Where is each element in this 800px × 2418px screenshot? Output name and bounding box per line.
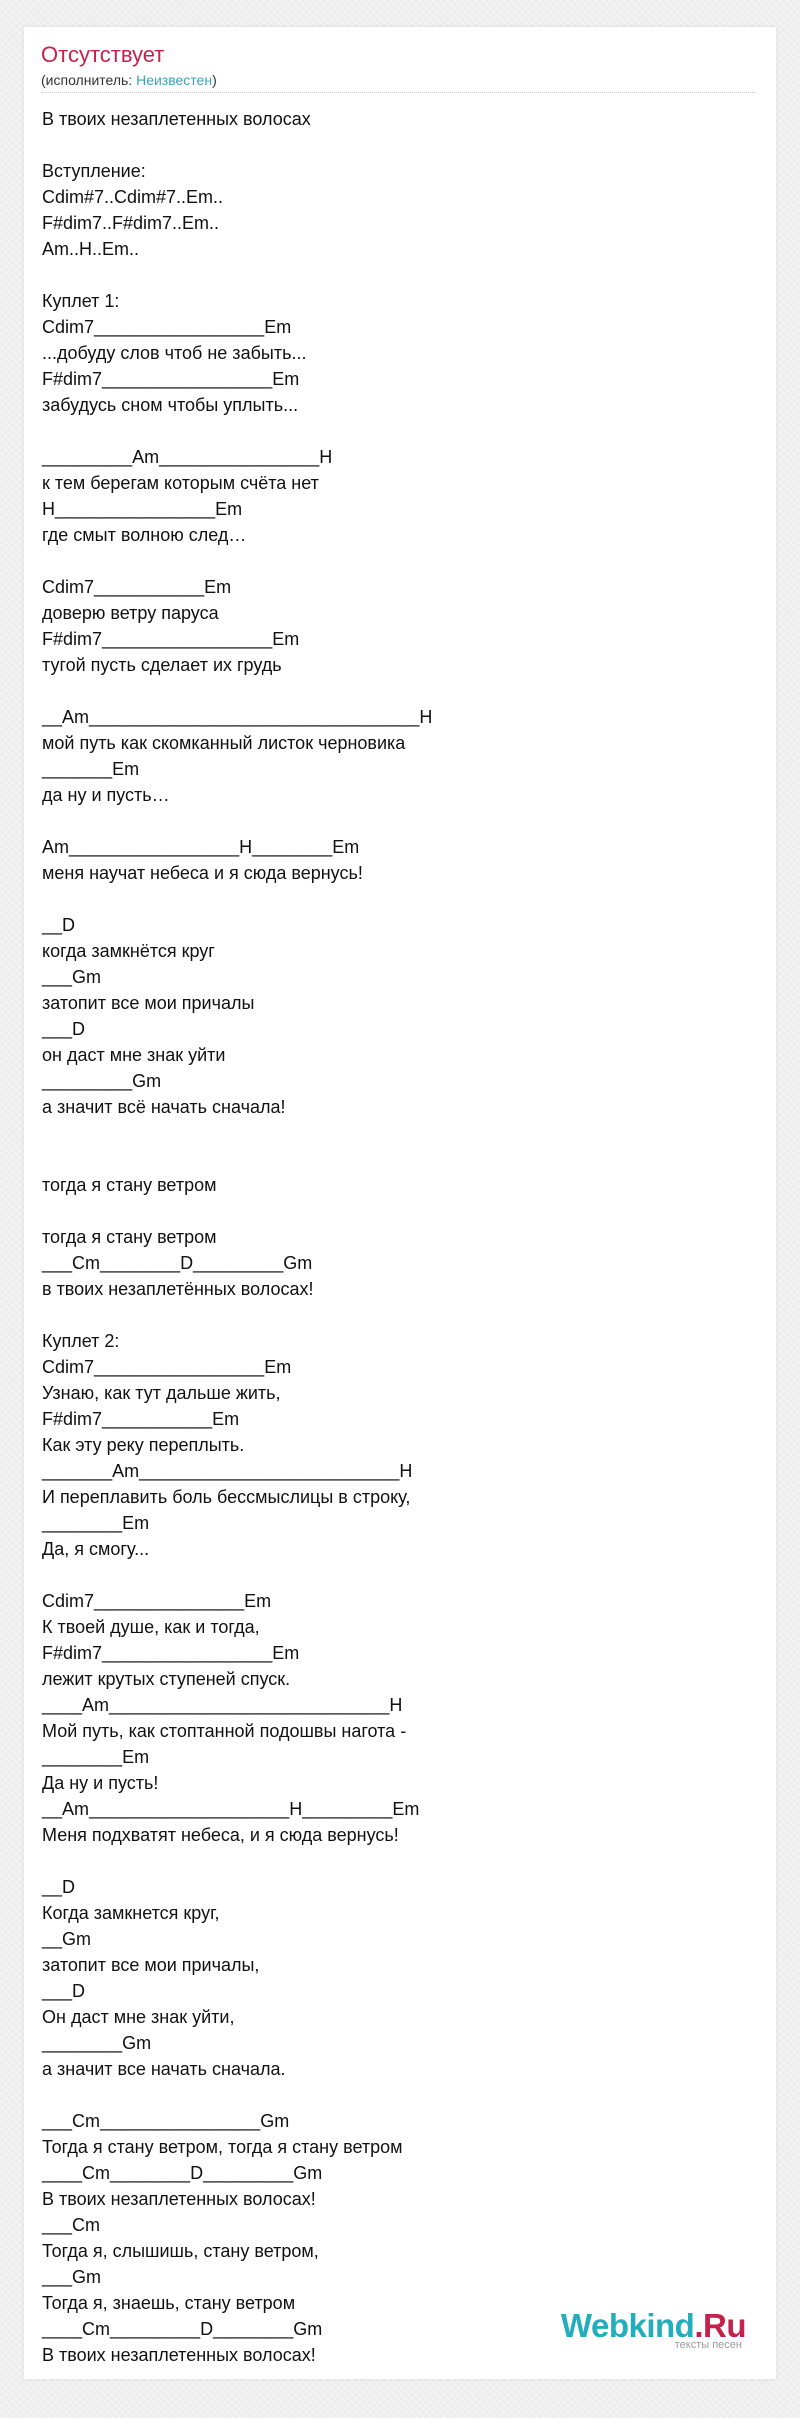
artist-suffix: ) [212, 72, 217, 88]
lyrics-line: Меня подхватят небеса, и я сюда вернусь! [42, 1825, 399, 1845]
lyrics-line: где смыт волною след… [42, 525, 247, 545]
lyrics-line: Он даст мне знак уйти, [42, 2007, 235, 2027]
lyrics-line: Да ну и пусть! [42, 1773, 159, 1793]
lyrics-line: когда замкнётся круг [42, 941, 215, 961]
lyrics-line: затопит все мои причалы, [42, 1955, 260, 1975]
lyrics-line: Куплет 2: [42, 1331, 120, 1351]
lyrics-line: F#dim7_________________Em [42, 369, 300, 389]
song-card [24, 27, 776, 2379]
lyrics-line: Am..H..Em.. [42, 239, 140, 259]
lyrics-line: лежит крутых ступеней спуск. [42, 1669, 291, 1689]
lyrics-line: F#dim7_________________Em [42, 1643, 300, 1663]
logo-word: Webkind [560, 2307, 695, 2344]
lyrics-line: Как эту реку переплыть. [42, 1435, 245, 1455]
lyrics-line: __Gm [42, 1929, 92, 1949]
lyrics-line: ____Cm_________D________Gm [42, 2319, 323, 2339]
lyrics-line: забудусь сном чтобы уплыть... [42, 395, 299, 415]
lyrics-line: тугой пусть сделает их грудь [42, 655, 282, 675]
logo-wordmark [561, 2309, 746, 2342]
lyrics-line: доверю ветру паруса [42, 603, 219, 623]
lyrics-line: __D [42, 1877, 76, 1897]
lyrics-line: В твоих незаплетенных волосах [42, 109, 311, 129]
lyrics-line: Cdim7_______________Em [42, 1591, 272, 1611]
lyrics-line: Узнаю, как тут дальше жить, [42, 1383, 281, 1403]
lyrics-line: Куплет 1: [42, 291, 120, 311]
lyrics-line: В твоих незаплетенных волосах! [42, 2345, 316, 2365]
lyrics-line: а значит всё начать сначала! [42, 1097, 286, 1117]
lyrics-line: ___Cm________D_________Gm [42, 1253, 313, 1273]
lyrics-line: Cdim#7..Cdim#7..Em.. [42, 187, 224, 207]
lyrics-line: H________________Em [42, 499, 243, 519]
lyrics-line: к тем берегам которым счёта нет [42, 473, 319, 493]
logo-tld: .Ru [694, 2307, 746, 2344]
lyrics-line: ___Cm________________Gm [42, 2111, 290, 2131]
lyrics-line: Cdim7_________________Em [42, 317, 292, 337]
lyrics-line: _________Gm [42, 1071, 162, 1091]
site-logo[interactable] [561, 2309, 746, 2351]
logo-tagline: тексты песен [674, 2339, 742, 2351]
lyrics-line: тогда я стану ветром [42, 1227, 217, 1247]
lyrics-line: Да, я смогу... [42, 1539, 150, 1559]
lyrics-line: Cdim7___________Em [42, 577, 232, 597]
lyrics-line: __D [42, 915, 76, 935]
lyrics-line: ___D [42, 1981, 86, 2001]
lyrics-line: Тогда я, знаешь, стану ветром [42, 2293, 296, 2313]
lyrics-line: _________Am________________H [42, 447, 333, 467]
lyrics-line: Тогда я, слышишь, стану ветром, [42, 2241, 319, 2261]
title-divider [41, 92, 755, 93]
lyrics-line: В твоих незаплетенных волосах! [42, 2189, 316, 2209]
lyrics-line: _______Em [42, 759, 140, 779]
lyrics-line: __Am_________________________________H [42, 707, 433, 727]
lyrics-line: он даст мне знак уйти [42, 1045, 226, 1065]
artist-prefix: (исполнитель: [41, 72, 137, 88]
lyrics-line: ________Gm [42, 2033, 152, 2053]
lyrics-line: ___Gm [42, 2267, 102, 2287]
lyrics-line: Когда замкнется круг, [42, 1903, 220, 1923]
lyrics-line: F#dim7___________Em [42, 1409, 240, 1429]
lyrics-line: меня научат небеса и я сюда вернусь! [42, 863, 363, 883]
lyrics-line: Cdim7_________________Em [42, 1357, 292, 1377]
lyrics-line: Мой путь, как стоптанной подошвы нагота - [42, 1721, 407, 1741]
lyrics-line: Вступление: [42, 161, 146, 181]
lyrics-line: Тогда я стану ветром, тогда я стану ветром [42, 2137, 403, 2157]
lyrics-line: ________Em [42, 1513, 150, 1533]
lyrics-line: И переплавить боль бессмыслицы в строку, [42, 1487, 411, 1507]
lyrics-line: затопит все мои причалы [42, 993, 255, 1013]
lyrics-line: ____Cm________D_________Gm [42, 2163, 323, 2183]
song-title: Отсутствует [41, 42, 165, 67]
lyrics-line: К твоей душе, как и тогда, [42, 1617, 260, 1637]
lyrics-text [42, 106, 432, 2368]
lyrics-line: _______Am__________________________H [42, 1461, 413, 1481]
lyrics-line: ...добуду слов чтоб не забыть... [42, 343, 307, 363]
lyrics-line: в твоих незаплетённых волосах! [42, 1279, 314, 1299]
lyrics-line: ___Gm [42, 967, 102, 987]
lyrics-line: ___D [42, 1019, 86, 1039]
lyrics-line: ___Cm [42, 2215, 101, 2235]
lyrics-line: мой путь как скомканный листок черновика [42, 733, 406, 753]
artist-link[interactable]: Неизвестен [136, 72, 213, 88]
lyrics-line: Am_________________H________Em [42, 837, 360, 857]
lyrics-line: F#dim7..F#dim7..Em.. [42, 213, 220, 233]
lyrics-line: да ну и пусть… [42, 785, 170, 805]
lyrics-line: F#dim7_________________Em [42, 629, 300, 649]
lyrics-line: ____Am____________________________H [42, 1695, 403, 1715]
artist-line [41, 71, 217, 89]
lyrics-line: ________Em [42, 1747, 150, 1767]
lyrics-line: а значит все начать сначала. [42, 2059, 286, 2079]
lyrics-line: __Am____________________H_________Em [42, 1799, 420, 1819]
lyrics-line: тогда я стану ветром [42, 1175, 217, 1195]
